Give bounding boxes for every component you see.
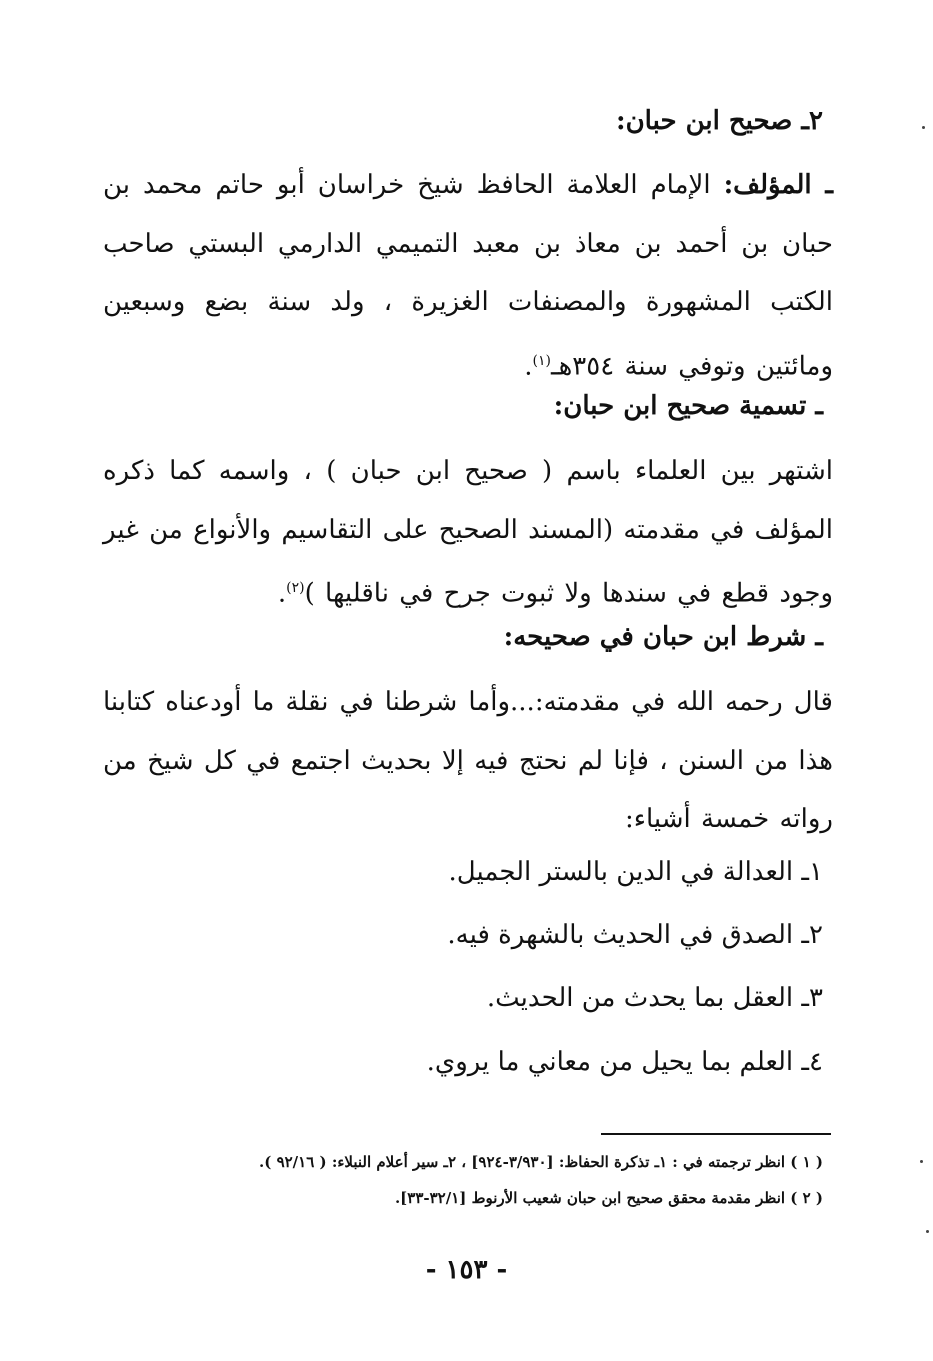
condition-item-1: ١ـ العدالة في الدين بالستر الجميل.: [448, 857, 823, 887]
naming-end: .: [277, 578, 287, 609]
naming-paragraph: [103, 442, 833, 623]
scan-speck: [926, 1230, 929, 1233]
page-number: - ١٥٣ -: [425, 1255, 508, 1285]
footnote-ref-1[interactable]: (١): [532, 352, 551, 369]
footnote-ref-2[interactable]: (٢): [286, 580, 305, 596]
footnote-2: ( ٢ ) انظر مقدمة محقق صحيح ابن حبان شعيب الأرنوط [٣٢/١-٣٣].: [394, 1189, 823, 1207]
naming-heading: ـ تسمية صحيح ابن حبان:: [553, 391, 823, 421]
naming-text: اشتهر بين العلماء باسم ( صحيح ابن حبان ) ، واسمه كما ذكره المؤلف في مقدمته (المسند الصحيح على التقاسيم والأنواع من غير وجود قطع في سندها ولا ثبوت جرح في ناقليها ): [103, 456, 833, 609]
section-heading: ٢ـ صحيح ابن حبان:: [615, 106, 823, 136]
author-text: الإمام العلامة الحافظ شيخ خراسان أبو حاتم محمد بن حبان بن أحمد بن معاذ بن معبد التميمي الدارمي البستي صاحب الكتب المشهورة والمصنفات الغزيرة ، ولد سنة بضع وسبعين ومائتين وتوفي سنة ٣٥٤هـ: [103, 170, 833, 382]
condition-item-3: ٣ـ العقل بما يحدث من الحديث.: [486, 983, 823, 1013]
condition-item-2: ٢ـ الصدق في الحديث بالشهرة فيه.: [447, 920, 823, 950]
author-end: .: [524, 351, 533, 382]
author-label: ـ المؤلف:: [723, 170, 833, 200]
author-paragraph: [103, 156, 833, 396]
footnote-1: ( ١ ) انظر ترجمته في : ١ـ تذكرة الحفاظ: [٣/٩٣٠-٩٢٤] ، ٢ـ سير أعلام النبلاء: ( ٩٢/١٦ ).: [259, 1153, 823, 1171]
condition-heading: ـ شرط ابن حبان في صحيحه:: [503, 622, 823, 652]
scan-speck: [920, 1160, 923, 1163]
condition-paragraph: قال رحمه الله في مقدمته:...وأما شرطنا في نقلة ما أودعناه كتابنا هذا من السنن ، فإنا لم نحتج فيه إلا بحديث اجتمع في كل شيخ من رواته خمسة أشياء:: [103, 687, 833, 834]
scan-speck: [922, 126, 925, 129]
footnote-divider: [601, 1133, 831, 1135]
condition-item-4: ٤ـ العلم بما يحيل من معاني ما يروي.: [426, 1047, 823, 1077]
